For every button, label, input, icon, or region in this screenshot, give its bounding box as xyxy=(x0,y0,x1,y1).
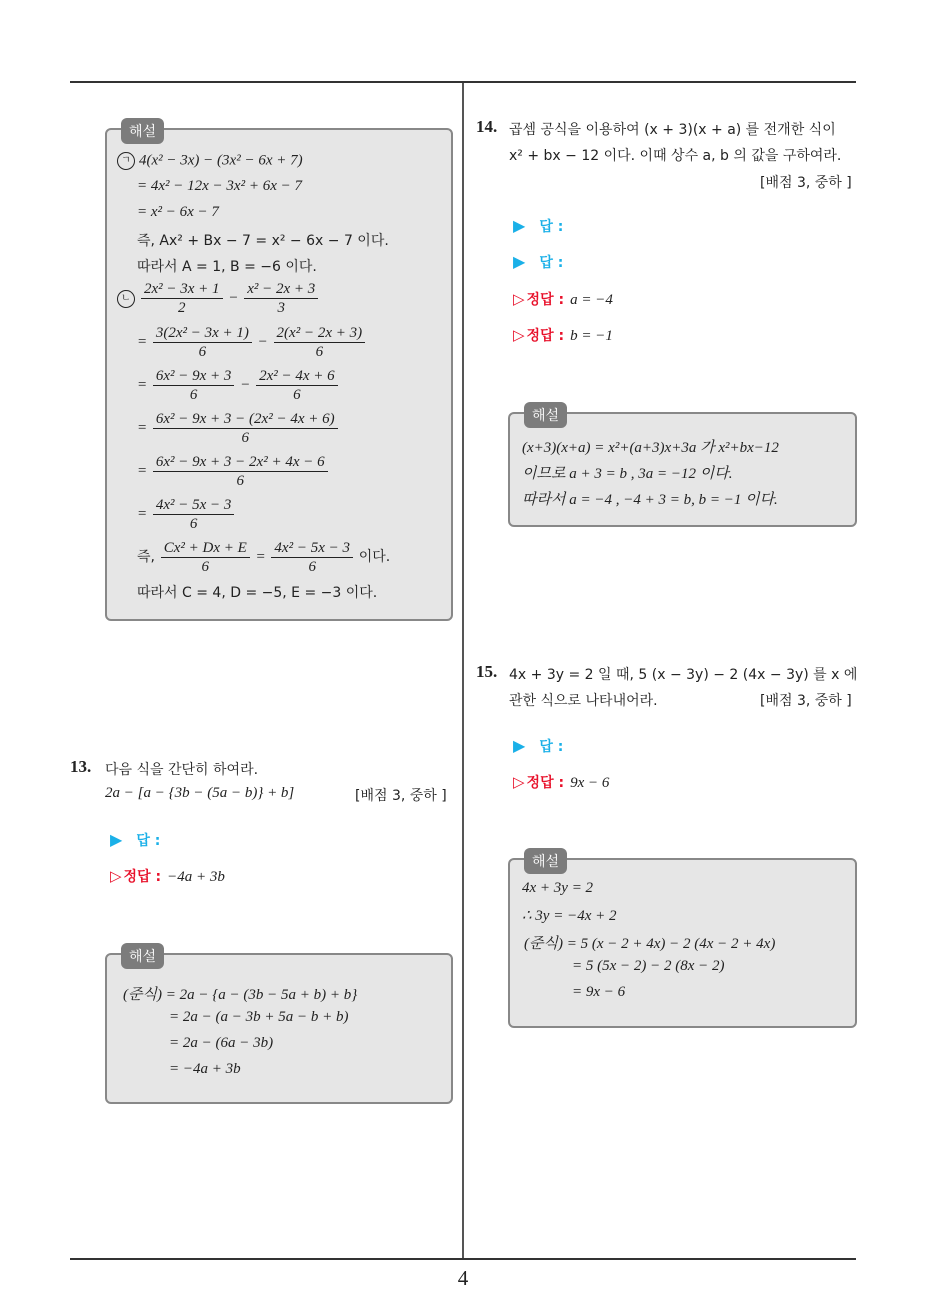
solution-line: = 4x² − 12x − 3x² + 6x − 7 xyxy=(137,178,302,194)
solution-line: ㄱ 4(x² − 3x) − (3x² − 6x + 7) xyxy=(117,152,303,170)
solution-line: = 2a − (a − 3b + 5a − b + b) xyxy=(169,1009,349,1025)
answer-row-13[interactable]: ▶ 답 : xyxy=(110,830,161,849)
explanation-box-12 xyxy=(105,124,453,621)
question-text-15b: 관한 식으로 나타내어라. xyxy=(509,693,658,709)
play-icon: ▶ xyxy=(513,216,526,235)
solution-line: = −4a + 3b xyxy=(169,1061,241,1077)
question-text-15a: 4x + 3y = 2 일 때, 5 (x − 3y) − 2 (4x − 3y) 를 x 에 xyxy=(509,667,858,683)
triangle-outline-icon: ▷ xyxy=(110,867,122,885)
question-text-14a: 곱셈 공식을 이용하여 (x + 3)(x + a) 를 전개한 식이 xyxy=(509,122,836,138)
answer-row-14b[interactable]: ▶ 답 : xyxy=(513,252,564,271)
solution-line: (x+3)(x+a) = x²+(a+3)x+3a 가 x²+bx−12 xyxy=(522,440,779,456)
explanation-tag: 해설 xyxy=(121,118,164,144)
question-text-14b: x² + bx − 12 이다. 이때 상수 a, b 의 값을 구하여라. xyxy=(509,148,842,164)
explanation-tag: 해설 xyxy=(524,848,567,874)
triangle-outline-icon: ▷ xyxy=(513,290,525,308)
solution-line: (준식) = 5 (x − 2 + 4x) − 2 (4x − 2 + 4x) xyxy=(524,936,776,952)
solution-line: 즉, Ax² + Bx − 7 = x² − 6x − 7 이다. xyxy=(137,233,389,249)
solution-line: = 2a − (6a − 3b) xyxy=(169,1035,274,1051)
solution-line: = 5 (5x − 2) − 2 (8x − 2) xyxy=(572,958,725,974)
fraction-line: = $\frac{\text{6x² − 9x + 3}}{6}$ − $\frac{\text{2x² − 4x + 6}}{6}$ xyxy=(137,367,340,404)
question-number-14: 14. xyxy=(476,117,498,136)
fraction-line: = $\frac{\text{4x² − 5x − 3}}{6}$ xyxy=(137,496,236,533)
circled-label-icon: ㄱ xyxy=(117,152,135,170)
score-label-14: [배점 3, 중하 ] xyxy=(760,175,852,191)
explanation-box-13 xyxy=(105,949,453,1104)
question-text-13: 다음 식을 간단히 하여라. xyxy=(105,762,259,778)
triangle-outline-icon: ▷ xyxy=(513,773,525,791)
solution-line: 따라서 C = 4, D = −5, E = −3 이다. xyxy=(137,585,378,601)
solution-line: 이므로 a + 3 = b , 3a = −12 이다. xyxy=(522,466,733,482)
circled-label-icon: ㄴ xyxy=(117,290,135,308)
question-number-15: 15. xyxy=(476,662,498,681)
score-label-13: [배점 3, 중하 ] xyxy=(355,788,447,804)
correct-answer-13: ▷ 정답 : −4a + 3b xyxy=(110,867,225,885)
solution-line: = 9x − 6 xyxy=(572,984,626,1000)
fraction-line: ㄴ $\frac{\text{2x² − 3x + 1}}{2}$ − $\frac{\text{x² − 2x + 3}}{3}$ xyxy=(117,280,320,317)
fraction-line: = $\frac{\text{3(2x² − 3x + 1)}}{6}$ − $\frac{\text{2(x² − 2x + 3)}}{6}$ xyxy=(137,324,367,361)
fraction-line: 즉, $\frac{\text{Cx² + Dx + E}}{6}$ = $\frac{\text{4x² − 5x − 3}}{6}$ 이다. xyxy=(137,540,391,575)
play-icon: ▶ xyxy=(110,830,123,849)
score-label-15: [배점 3, 중하 ] xyxy=(760,693,852,709)
triangle-outline-icon: ▷ xyxy=(513,326,525,344)
answer-row-15[interactable]: ▶ 답 : xyxy=(513,736,564,755)
fraction-line: = $\frac{\text{6x² − 9x + 3 − 2x² + 4x − 6}}{6}$ xyxy=(137,453,330,490)
question-number-13: 13. xyxy=(70,757,92,776)
correct-answer-14a: ▷ 정답 : a = −4 xyxy=(513,290,613,308)
solution-line: 4x + 3y = 2 xyxy=(522,880,594,896)
fraction-line: = $\frac{\text{6x² − 9x + 3 − (2x² − 4x + 6)}}{6}$ xyxy=(137,410,340,447)
answer-row-14a[interactable]: ▶ 답 : xyxy=(513,216,564,235)
solution-line: (준식) = 2a − {a − (3b − 5a + b) + b} xyxy=(123,987,358,1003)
explanation-box-15 xyxy=(508,854,857,1028)
column-divider xyxy=(462,83,464,1258)
solution-line: = x² − 6x − 7 xyxy=(137,204,219,220)
solution-line: 따라서 A = 1, B = −6 이다. xyxy=(137,259,317,275)
play-icon: ▶ xyxy=(513,736,526,755)
correct-answer-14b: ▷ 정답 : b = −1 xyxy=(513,326,613,344)
explanation-box-14 xyxy=(508,408,857,527)
correct-answer-15: ▷ 정답 : 9x − 6 xyxy=(513,773,610,791)
question-expression-13: 2a − [a − {3b − (5a − b)} + b] xyxy=(105,785,295,801)
solution-line: ∴ 3y = −4x + 2 xyxy=(522,908,617,924)
footer-rule xyxy=(70,1258,856,1260)
explanation-tag: 해설 xyxy=(121,943,164,969)
solution-line: 따라서 a = −4 , −4 + 3 = b, b = −1 이다. xyxy=(522,492,778,508)
play-icon: ▶ xyxy=(513,252,526,271)
page-number: 4 xyxy=(457,1266,469,1290)
explanation-tag: 해설 xyxy=(524,402,567,428)
